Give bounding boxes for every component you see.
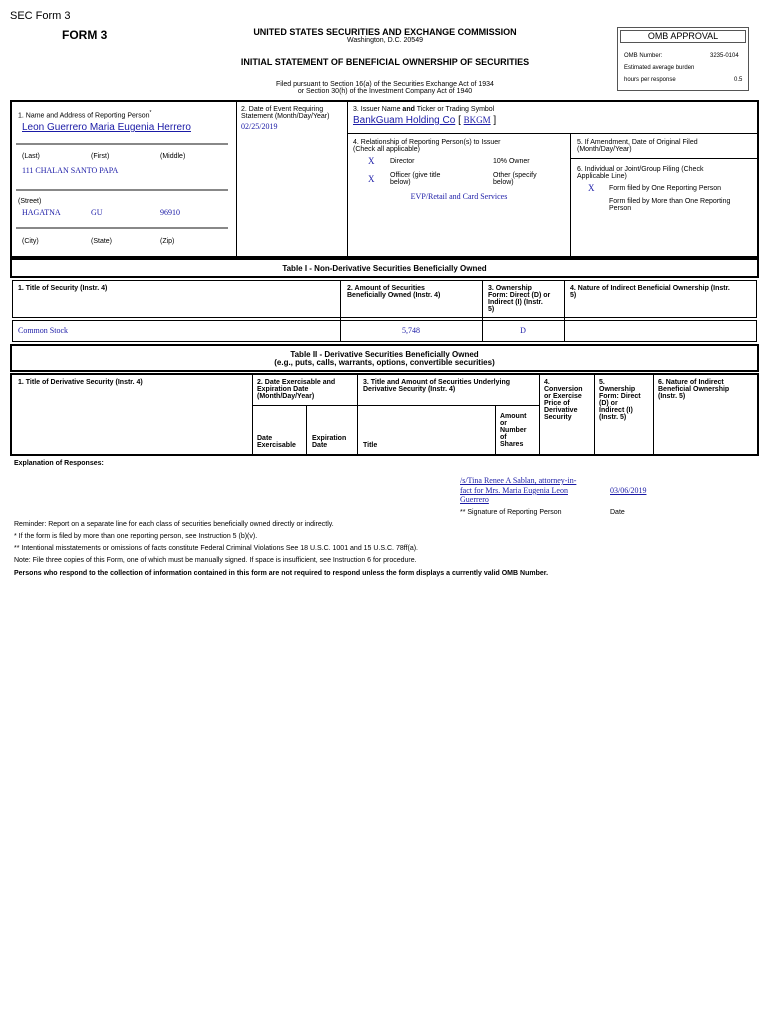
table2-sub-expiration-line2: Date [312, 442, 328, 449]
city-value: HAGATNA [22, 208, 61, 217]
table2-sub-amount-line1: Amount [500, 413, 527, 420]
sec-form-label: SEC Form 3 [10, 10, 71, 22]
table2-col-underlying-line1: 3. Title and Amount of Securities Underlying [363, 379, 511, 386]
director-check-mark: X [368, 156, 375, 166]
more-than-one-label-line2: Person [609, 205, 632, 212]
event-date: 02/25/2019 [241, 122, 278, 131]
table2-col-divider-5 [653, 374, 654, 455]
table2-col-conversion-line1: 4. [544, 379, 550, 386]
table2-col-nature-line2: Beneficial Ownership [658, 386, 730, 393]
director-label: Director [390, 158, 415, 165]
omb-approval-title-text: OMB APPROVAL [647, 31, 719, 41]
omb-hours-label: hours per response [624, 77, 676, 83]
table2-col-dates-line3: (Month/Day/Year) [257, 393, 315, 400]
divider-box4-box5 [570, 134, 571, 257]
table2-sub-amount-line5: Shares [500, 441, 524, 448]
box2-label-line1: 2. Date of Event Requiring [241, 106, 324, 113]
table1-title: Table I - Non-Derivative Securities Beneficially Owned [282, 264, 487, 273]
table2-col-divider-4 [594, 374, 595, 455]
box4-label-line1: 4. Relationship of Reporting Person(s) to Issuer [353, 139, 501, 146]
table2-col-divider-3 [539, 374, 540, 455]
table2-sub-date-exercisable-line2: Exercisable [257, 442, 296, 449]
table2-col-conversion-line4: Price of [544, 400, 570, 407]
city-field-line [16, 227, 228, 229]
table2-col-ownership-line2: Ownership [599, 386, 636, 393]
omb-number-value: 3235-0104 [710, 53, 739, 59]
table1-col-divider-3 [564, 280, 565, 342]
box3-label-post: Ticker or Trading Symbol [414, 106, 495, 113]
ticker-bracket-open: [ [458, 115, 461, 126]
table2-col-ownership-line6: (Instr. 5) [599, 414, 627, 421]
table2-col-divider-1 [252, 374, 253, 455]
divider-box5-box6 [571, 158, 758, 159]
signature-line2[interactable]: fact for Mrs. Maria Eugenia Leon [460, 486, 568, 495]
box1-asterisk: * [149, 110, 152, 116]
officer-title: EVP/Retail and Card Services [410, 192, 508, 201]
box5-label-line2: (Month/Day/Year) [577, 146, 632, 153]
omb-notice: Persons who respond to the collection of information contained in this form are not required to respond unless the form displays a currently valid OMB Number. [14, 570, 549, 577]
divider-box2-box3 [347, 101, 348, 257]
filed-pursuant-line2: or Section 30(h) of the Investment Company Act of 1940 [297, 88, 473, 95]
one-person-label: Form filed by One Reporting Person [609, 185, 722, 192]
form-number: FORM 3 [62, 28, 108, 42]
agency-location: Washington, D.C. 20549 [346, 37, 423, 44]
officer-check-mark: X [368, 174, 375, 184]
issuer-line [353, 115, 496, 126]
zip-value: 96910 [160, 208, 180, 217]
table1-col-nature-line1: 4. Nature of Indirect Beneficial Ownership (Instr. [570, 285, 730, 292]
city-label: (City) [22, 238, 39, 245]
table1-row-title: Common Stock [18, 326, 69, 335]
box3-label-pre: 3. Issuer Name [353, 106, 403, 113]
box2-label-line2: Statement (Month/Day/Year) [241, 113, 330, 120]
table1-col-ownership-line1: 3. Ownership [488, 285, 532, 292]
table2-sub-divider-dates [253, 405, 357, 406]
table2-col-conversion-line3: or Exercise [544, 393, 582, 400]
table1-col-amount-line2: Beneficially Owned (Instr. 4) [347, 292, 441, 299]
table2-col-nature-line1: 6. Nature of Indirect [658, 379, 724, 386]
box3-label [353, 106, 494, 113]
agency-title: UNITED STATES SECURITIES AND EXCHANGE COMMISSION [253, 27, 517, 37]
table2-sub-amount-line2: or [500, 420, 507, 427]
table2-col-nature-line3: (Instr. 5) [658, 393, 686, 400]
ticker-bracket-close: ] [493, 115, 497, 126]
table2-col-divider-2 [357, 374, 358, 455]
one-person-check-mark: X [588, 183, 595, 193]
instruction-note-3: Note: File three copies of this Form, one of which must be manually signed. If space is insufficient, see Instruction 6 for procedure. [14, 557, 417, 564]
zip-label: (Zip) [160, 238, 175, 245]
other-label-line2: below) [493, 179, 514, 186]
table2-sub-col-underlying [495, 405, 496, 455]
table2-sub-title: Title [363, 442, 378, 449]
table2-col-conversion-line6: Security [544, 414, 572, 421]
ten-percent-owner-label: 10% Owner [493, 158, 530, 165]
instruction-note-1: * If the form is filed by more than one reporting person, see Instruction 5 (b)(v). [14, 533, 258, 540]
box5-label-line1: 5. If Amendment, Date of Original Filed [577, 139, 698, 146]
other-label-line1: Other (specify [493, 172, 537, 179]
signature-line3[interactable]: Guerrero [460, 495, 489, 504]
table2-sub-amount-line4: of [500, 434, 507, 441]
signature-label: ** Signature of Reporting Person [460, 509, 562, 516]
table2-title-line2: (e.g., puts, calls, warrants, options, convertible securities) [274, 358, 495, 367]
name-field-line [16, 143, 228, 145]
omb-number-label: OMB Number: [624, 53, 663, 59]
officer-label-line1: Officer (give title [390, 172, 441, 179]
omb-burden-label: Estimated average burden [624, 65, 695, 71]
instruction-note-2: ** Intentional misstatements or omissions of facts constitute Federal Criminal Violations See 18 U.S.C. 1001 and 15 U.S.C. 78ff(a). [14, 545, 418, 552]
table2-col-dates-line2: Expiration Date [257, 386, 309, 393]
table2-col-ownership-line3: Form: Direct [599, 393, 641, 400]
table2-col-conversion-line2: Conversion [544, 386, 583, 393]
table2-col-underlying-line2: Derivative Security (Instr. 4) [363, 386, 456, 393]
divider-box3-box4 [348, 133, 758, 134]
signature-date: 03/06/2019 [610, 486, 647, 495]
table2-col-ownership-line4: (D) or [599, 400, 618, 407]
reporting-person-name[interactable]: Leon Guerrero Maria Eugenia Herrero [22, 122, 191, 133]
issuer-name[interactable]: BankGuam Holding Co [353, 115, 456, 126]
box6-label-line1: 6. Individual or Joint/Group Filing (Check [577, 166, 704, 173]
explanation-of-responses: Explanation of Responses: [14, 460, 104, 467]
table2-sub-expiration-line1: Expiration [312, 435, 347, 442]
box1-label [18, 110, 151, 119]
table2-title-line1: Table II - Derivative Securities Beneficially Owned [290, 350, 479, 359]
middle-name-label: (Middle) [160, 153, 186, 160]
street-label: (Street) [18, 198, 42, 205]
table2-sub-amount-line3: Number [500, 427, 527, 434]
signature-line1[interactable]: /s/Tina Renee A Sablan, attorney-in- [460, 476, 577, 485]
table2-sub-col-dates [306, 405, 307, 455]
street-value: 111 CHALAN SANTO PAPA [22, 166, 119, 175]
table2-col-conversion-line5: Derivative [544, 407, 578, 414]
date-label: Date [610, 509, 625, 516]
divider-box1-box2 [236, 101, 237, 257]
table2-col-ownership-line5: Indirect (I) [599, 407, 633, 414]
omb-approval-title [620, 30, 746, 43]
box3-label-and: and [402, 106, 415, 113]
state-label: (State) [91, 238, 113, 245]
ticker-symbol[interactable]: BKGM [463, 115, 491, 125]
table1-col-ownership-line2: Form: Direct (D) or [488, 292, 551, 299]
more-than-one-label-line1: Form filed by More than One Reporting [609, 198, 731, 205]
last-name-label: (Last) [22, 153, 40, 160]
table1-col-ownership-line4: 5) [488, 306, 495, 313]
table2-col-ownership-line1: 5. [599, 379, 605, 386]
first-name-label: (First) [91, 153, 110, 160]
state-value: GU [91, 208, 103, 217]
table2-sub-date-exercisable-line1: Date [257, 435, 273, 442]
officer-label-line2: below) [390, 179, 411, 186]
table1-col-title: 1. Title of Security (Instr. 4) [18, 285, 108, 292]
table2-sub-divider-underlying [358, 405, 539, 406]
table1-row-amount: 5,748 [402, 326, 420, 335]
box1-label-text: 1. Name and Address of Reporting Person [18, 112, 150, 120]
box6-label-line2: Applicable Line) [577, 173, 627, 180]
table2-col-title: 1. Title of Derivative Security (Instr. 4) [18, 379, 143, 386]
omb-hours-value: 0.5 [734, 77, 743, 83]
street-field-line [16, 189, 228, 191]
table1-col-nature-line2: 5) [570, 292, 577, 299]
filed-pursuant-line1: Filed pursuant to Section 16(a) of the Securities Exchange Act of 1934 [276, 81, 494, 88]
box4-label-line2: (Check all applicable) [353, 146, 420, 153]
table1-row-form: D [520, 326, 526, 335]
reminder-note: Reminder: Report on a separate line for each class of securities beneficially owned directly or indirectly. [14, 521, 334, 528]
table2-col-dates-line1: 2. Date Exercisable and [257, 379, 336, 386]
table1-col-amount-line1: 2. Amount of Securities [347, 285, 425, 292]
table1-col-ownership-line3: Indirect (I) (Instr. [488, 299, 543, 306]
statement-title: INITIAL STATEMENT OF BENEFICIAL OWNERSHIP OF SECURITIES [240, 57, 530, 67]
